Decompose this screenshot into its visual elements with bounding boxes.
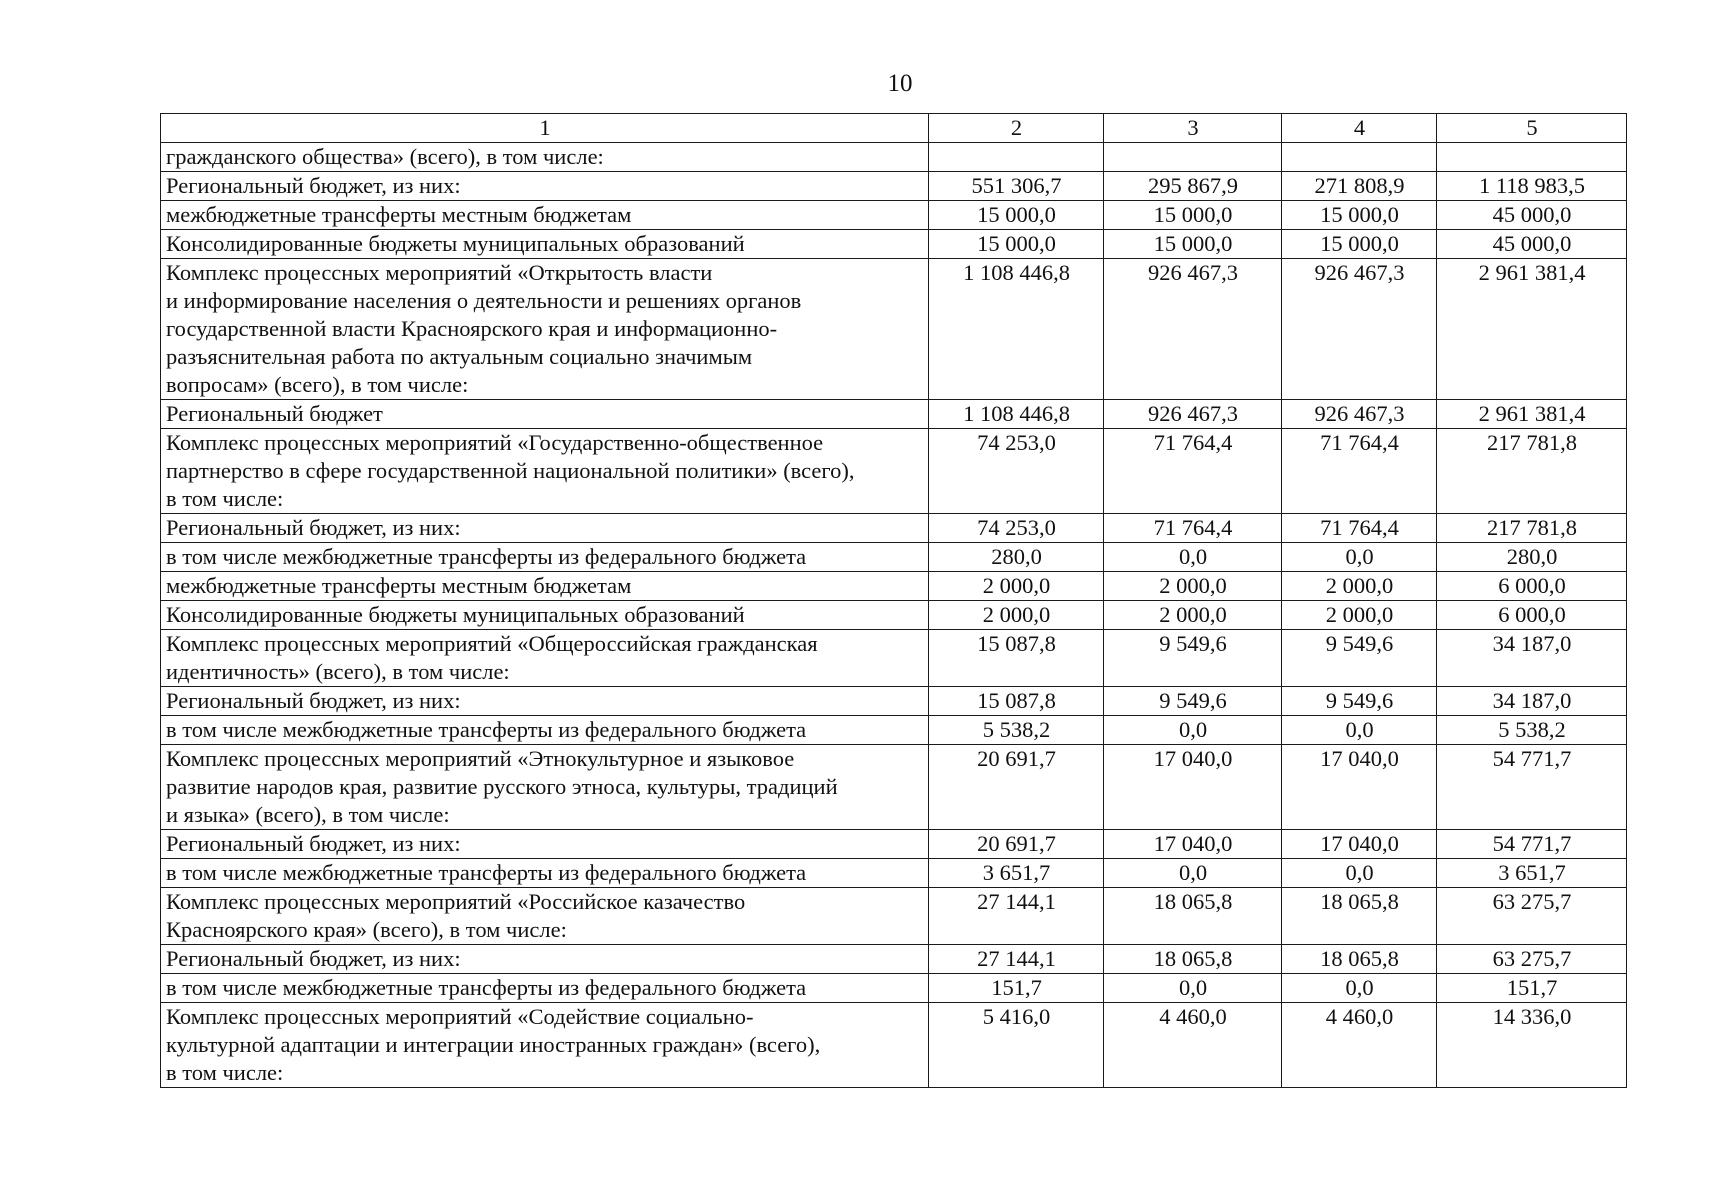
value-col-5: 5 538,2 — [1437, 716, 1627, 745]
value-col-2: 2 000,0 — [929, 601, 1104, 630]
header-col-4: 4 — [1282, 114, 1437, 143]
value-col-3: 15 000,0 — [1104, 230, 1282, 259]
value-col-2: 5 416,0 — [929, 1003, 1104, 1088]
value-col-5: 6 000,0 — [1437, 601, 1627, 630]
value-col-5: 1 118 983,5 — [1437, 172, 1627, 201]
value-col-5: 217 781,8 — [1437, 429, 1627, 514]
row-label: Комплекс процессных мероприятий «Открытость власти и информирование населения о деятельности и решениях органов государственной власти Красноярского края и информационно- разъяснительная работа по актуальным социально значимым вопросам» (всего), в том числе: — [161, 259, 929, 400]
value-col-5: 45 000,0 — [1437, 201, 1627, 230]
value-col-5: 54 771,7 — [1437, 830, 1627, 859]
row-label: Комплекс процессных мероприятий «Российское казачество Красноярского края» (всего), в том числе: — [161, 888, 929, 945]
row-label: Комплекс процессных мероприятий «Этнокультурное и языковое развитие народов края, развитие русского этноса, культуры, традиций и языка» (всего), в том числе: — [161, 745, 929, 830]
value-col-5: 14 336,0 — [1437, 1003, 1627, 1088]
value-col-4: 0,0 — [1282, 974, 1437, 1003]
row-label: в том числе межбюджетные трансферты из федерального бюджета — [161, 974, 929, 1003]
row-label: гражданского общества» (всего), в том числе: — [161, 143, 929, 172]
row-label: Региональный бюджет, из них: — [161, 945, 929, 974]
value-col-5: 151,7 — [1437, 974, 1627, 1003]
value-col-2: 27 144,1 — [929, 945, 1104, 974]
value-col-2: 280,0 — [929, 543, 1104, 572]
value-col-2: 1 108 446,8 — [929, 400, 1104, 429]
value-col-5: 63 275,7 — [1437, 945, 1627, 974]
row-label: Комплекс процессных мероприятий «Государственно-общественное партнерство в сфере государственной национальной политики» (всего), в том числе: — [161, 429, 929, 514]
row-label: Консолидированные бюджеты муниципальных образований — [161, 230, 929, 259]
row-label: межбюджетные трансферты местным бюджетам — [161, 572, 929, 601]
header-col-3: 3 — [1104, 114, 1282, 143]
table-row — [161, 400, 1627, 429]
table-row — [161, 601, 1627, 630]
value-col-3: 71 764,4 — [1104, 429, 1282, 514]
value-col-3: 9 549,6 — [1104, 687, 1282, 716]
value-col-2: 3 651,7 — [929, 859, 1104, 888]
value-col-5: 280,0 — [1437, 543, 1627, 572]
row-label: в том числе межбюджетные трансферты из федерального бюджета — [161, 716, 929, 745]
table-row — [161, 859, 1627, 888]
value-col-3: 0,0 — [1104, 543, 1282, 572]
value-col-5: 34 187,0 — [1437, 687, 1627, 716]
value-col-4: 15 000,0 — [1282, 230, 1437, 259]
value-col-2: 20 691,7 — [929, 830, 1104, 859]
value-col-4: 0,0 — [1282, 859, 1437, 888]
value-col-3: 295 867,9 — [1104, 172, 1282, 201]
value-col-2: 2 000,0 — [929, 572, 1104, 601]
header-col-2: 2 — [929, 114, 1104, 143]
value-col-4: 2 000,0 — [1282, 572, 1437, 601]
header-col-1: 1 — [161, 114, 929, 143]
value-col-4: 71 764,4 — [1282, 429, 1437, 514]
value-col-4: 0,0 — [1282, 543, 1437, 572]
value-col-5: 6 000,0 — [1437, 572, 1627, 601]
table-row — [161, 888, 1627, 945]
value-col-4: 17 040,0 — [1282, 830, 1437, 859]
value-col-2: 5 538,2 — [929, 716, 1104, 745]
value-col-5: 2 961 381,4 — [1437, 400, 1627, 429]
value-col-3: 0,0 — [1104, 716, 1282, 745]
page-number: 10 — [887, 70, 913, 97]
table-row — [161, 630, 1627, 687]
value-col-4: 9 549,6 — [1282, 687, 1437, 716]
value-col-3: 9 549,6 — [1104, 630, 1282, 687]
table-row — [161, 201, 1627, 230]
value-col-4 — [1282, 143, 1437, 172]
table-body — [161, 143, 1627, 1088]
value-col-4: 4 460,0 — [1282, 1003, 1437, 1088]
row-label: межбюджетные трансферты местным бюджетам — [161, 201, 929, 230]
row-label: Комплекс процессных мероприятий «Общероссийская гражданская идентичность» (всего), в том числе: — [161, 630, 929, 687]
value-col-4: 9 549,6 — [1282, 630, 1437, 687]
value-col-3: 18 065,8 — [1104, 888, 1282, 945]
value-col-4: 926 467,3 — [1282, 259, 1437, 400]
row-label: Региональный бюджет, из них: — [161, 172, 929, 201]
value-col-5: 63 275,7 — [1437, 888, 1627, 945]
value-col-3: 926 467,3 — [1104, 400, 1282, 429]
value-col-3: 2 000,0 — [1104, 601, 1282, 630]
header-row — [161, 114, 1627, 143]
value-col-3: 17 040,0 — [1104, 745, 1282, 830]
table-row — [161, 143, 1627, 172]
value-col-5: 34 187,0 — [1437, 630, 1627, 687]
table-row — [161, 687, 1627, 716]
value-col-2: 15 000,0 — [929, 230, 1104, 259]
value-col-3: 0,0 — [1104, 974, 1282, 1003]
table-row — [161, 945, 1627, 974]
table-row — [161, 974, 1627, 1003]
header-col-5: 5 — [1437, 114, 1627, 143]
value-col-5 — [1437, 143, 1627, 172]
budget-table — [160, 113, 1627, 1088]
value-col-4: 18 065,8 — [1282, 945, 1437, 974]
value-col-3 — [1104, 143, 1282, 172]
value-col-2: 151,7 — [929, 974, 1104, 1003]
table-row — [161, 830, 1627, 859]
value-col-3: 2 000,0 — [1104, 572, 1282, 601]
table-row — [161, 1003, 1627, 1088]
table-row — [161, 543, 1627, 572]
value-col-2: 15 087,8 — [929, 630, 1104, 687]
value-col-4: 926 467,3 — [1282, 400, 1437, 429]
value-col-4: 271 808,9 — [1282, 172, 1437, 201]
row-label: в том числе межбюджетные трансферты из федерального бюджета — [161, 543, 929, 572]
row-label: Региональный бюджет, из них: — [161, 514, 929, 543]
value-col-2: 15 000,0 — [929, 201, 1104, 230]
table-row — [161, 514, 1627, 543]
value-col-3: 71 764,4 — [1104, 514, 1282, 543]
value-col-4: 15 000,0 — [1282, 201, 1437, 230]
value-col-5: 54 771,7 — [1437, 745, 1627, 830]
row-label: в том числе межбюджетные трансферты из федерального бюджета — [161, 859, 929, 888]
value-col-2: 27 144,1 — [929, 888, 1104, 945]
row-label: Региональный бюджет — [161, 400, 929, 429]
value-col-5: 217 781,8 — [1437, 514, 1627, 543]
value-col-5: 45 000,0 — [1437, 230, 1627, 259]
value-col-2: 1 108 446,8 — [929, 259, 1104, 400]
row-label: Региональный бюджет, из них: — [161, 830, 929, 859]
value-col-5: 3 651,7 — [1437, 859, 1627, 888]
value-col-2: 74 253,0 — [929, 429, 1104, 514]
table-row — [161, 230, 1627, 259]
table-row — [161, 429, 1627, 514]
value-col-4: 17 040,0 — [1282, 745, 1437, 830]
value-col-3: 15 000,0 — [1104, 201, 1282, 230]
table-row — [161, 716, 1627, 745]
table-row — [161, 172, 1627, 201]
value-col-3: 4 460,0 — [1104, 1003, 1282, 1088]
value-col-2: 15 087,8 — [929, 687, 1104, 716]
row-label: Комплекс процессных мероприятий «Содействие социально- культурной адаптации и интеграции иностранных граждан» (всего), в том числе: — [161, 1003, 929, 1088]
row-label: Консолидированные бюджеты муниципальных образований — [161, 601, 929, 630]
value-col-4: 71 764,4 — [1282, 514, 1437, 543]
value-col-3: 18 065,8 — [1104, 945, 1282, 974]
value-col-4: 18 065,8 — [1282, 888, 1437, 945]
value-col-4: 0,0 — [1282, 716, 1437, 745]
value-col-3: 17 040,0 — [1104, 830, 1282, 859]
value-col-5: 2 961 381,4 — [1437, 259, 1627, 400]
value-col-4: 2 000,0 — [1282, 601, 1437, 630]
table-row — [161, 259, 1627, 400]
value-col-2 — [929, 143, 1104, 172]
value-col-2: 551 306,7 — [929, 172, 1104, 201]
row-label: Региональный бюджет, из них: — [161, 687, 929, 716]
table-row — [161, 745, 1627, 830]
value-col-3: 926 467,3 — [1104, 259, 1282, 400]
value-col-3: 0,0 — [1104, 859, 1282, 888]
value-col-2: 20 691,7 — [929, 745, 1104, 830]
value-col-2: 74 253,0 — [929, 514, 1104, 543]
table-header — [161, 114, 1627, 143]
table-row — [161, 572, 1627, 601]
